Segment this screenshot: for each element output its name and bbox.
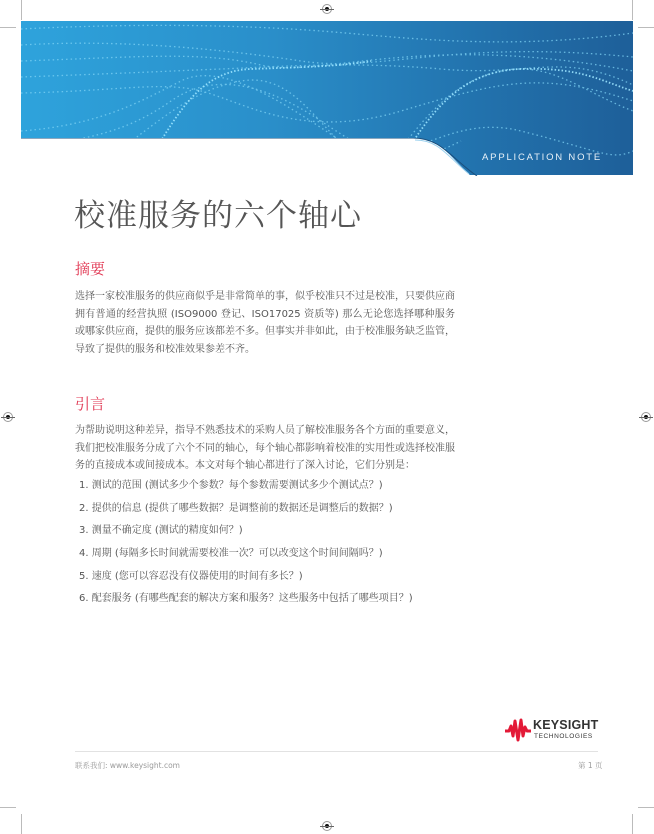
list-item: 6. 配套服务 (有哪些配套的解决方案和服务？这些服务中包括了哪些项目？): [79, 593, 413, 605]
keysight-wave-logo-icon: [505, 718, 531, 742]
section-heading-introduction: 引言: [75, 395, 106, 413]
list-item: 5. 速度 (您可以容忍没有仪器使用的时间有多长？): [79, 570, 303, 582]
brand-subtitle: TECHNOLOGIES: [534, 733, 593, 740]
list-item: 2. 提供的信息 (提供了哪些数据？是调整前的数据还是调整后的数据？): [79, 502, 393, 514]
crop-mark: [632, 0, 633, 20]
crop-mark: [632, 814, 633, 834]
footer-contact-link[interactable]: 联系我们: www.keysight.com: [75, 761, 180, 770]
registration-mark-icon: [641, 412, 651, 422]
axes-list: [79, 478, 413, 614]
crop-mark: [638, 807, 654, 808]
page-number: 第 1 页: [578, 761, 603, 770]
crop-mark: [638, 27, 654, 28]
introduction-paragraph: 为帮助说明这种差异，指导不熟悉技术的采购人员了解校准服务各个方面的重要意义，我们把校准服务分成了六个不同的轴心，每个轴心都影响着校准的实用性或选择校准服务的直接成本或间接成本。本文对每个轴心都进行了深入讨论，它们分别是：: [75, 425, 455, 471]
footer-divider: [75, 751, 598, 752]
registration-mark-icon: [322, 4, 332, 14]
crop-mark: [21, 0, 22, 20]
section-heading-abstract: 摘要: [75, 260, 106, 278]
crop-mark: [21, 814, 22, 834]
brand-name: KEYSIGHT: [533, 718, 599, 732]
abstract-paragraph: 选择一家校准服务的供应商似乎是非常简单的事，似乎校准只不过是校准，只要供应商拥有普通的经营执照 (ISO9000 登记、ISO17025 资质等) 那么无论您选择哪种服务或哪家供应商，提供的服务应该都差不多。但事实并非如此，由于校准服务缺乏监管，导致了提供的服务和校准效果参差不齐。: [75, 291, 455, 355]
list-item: 1. 测试的范围 (测试多少个参数？每个参数需要测试多少个测试点？): [79, 480, 383, 491]
registration-mark-icon: [3, 412, 13, 422]
crop-mark: [0, 807, 16, 808]
document-type-label: APPLICATION NOTE: [482, 152, 602, 163]
crop-mark: [0, 27, 16, 28]
page-title: 校准服务的六个轴心: [74, 198, 362, 234]
list-item: 4. 周期 (每隔多长时间就需要校准一次？可以改变这个时间间隔吗？): [79, 548, 383, 560]
list-item: 3. 测量不确定度 (测试的精度如何？): [79, 525, 243, 537]
registration-mark-icon: [322, 821, 332, 831]
